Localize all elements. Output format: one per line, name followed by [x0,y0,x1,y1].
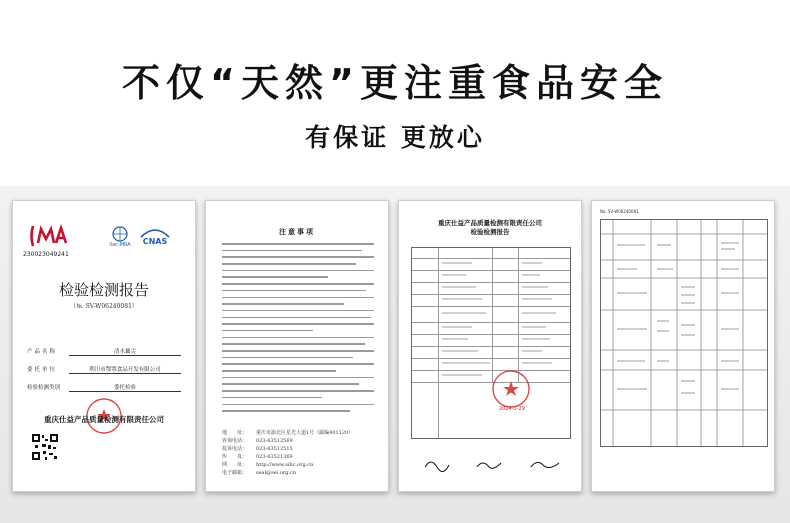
headline: 不仅“天然”更注重食品安全 [122,61,668,105]
field-client [27,365,187,374]
ilac-text: ilac-MRA [109,242,131,247]
report-title: 检验检测报告 [58,281,149,299]
field-label: 检验检测类别 [27,385,61,391]
cma-logo-icon [29,223,71,249]
signatures-icon [419,453,569,475]
cnas-logo-icon [137,225,173,247]
field-label: 产品名称 [27,349,58,355]
contact-row: 电子邮箱： seal@sei.org.cn [222,470,297,476]
notice-text-lines [222,243,374,417]
report-header [399,219,581,237]
stamp-date: 2024-1-29 [499,406,525,412]
qr-code-icon [31,433,59,461]
notice-page[interactable] [205,200,389,492]
contact-row: 地 址： 重庆市渝北区星光大道1号（邮编401120） [222,430,354,436]
report-info-table [411,247,571,439]
issuing-organization: 重庆仕益产品质量检测有限责任公司 [44,415,164,424]
cnas-text: CNAS [142,237,168,246]
results-grid [601,220,767,446]
contact-row: 网 址： http://www.sihc.org.cn [222,462,314,468]
field-value: 委托检验 [69,383,181,392]
report-number: （№. SV-W06240081） [70,303,138,310]
field-value: 清水藕尖 [69,347,181,356]
contact-info [222,429,382,477]
contact-row: 投诉电话： 023-63512515 [222,446,293,452]
report-detail-page[interactable] [398,200,582,492]
field-value: 利川市鄂鄂食品开发有限公司 [69,365,181,374]
table-text-placeholders [442,250,562,382]
report-org: 重庆仕益产品质量检测有限责任公司 [438,219,542,227]
report-subtitle: 检验检测报告 [470,228,510,236]
official-stamp-icon [491,369,531,409]
ilac-mra-logo-icon [101,225,139,247]
contact-row: 传 真： 023-63521369 [222,454,293,460]
report-cover[interactable] [12,200,196,492]
test-results-page[interactable] [591,200,775,492]
cma-number: 230023049241 [23,251,69,258]
field-test-type [27,383,187,392]
contact-row: 咨询电话： 023-63512569 [222,438,293,444]
field-label: 委托单位 [27,367,58,373]
page-report-number: No. SV-W06240081 [600,209,639,214]
subline: 有保证 更放心 [305,123,485,152]
field-product-name [27,347,187,356]
results-table [600,219,768,447]
notice-title: 注意事项 [279,227,315,236]
